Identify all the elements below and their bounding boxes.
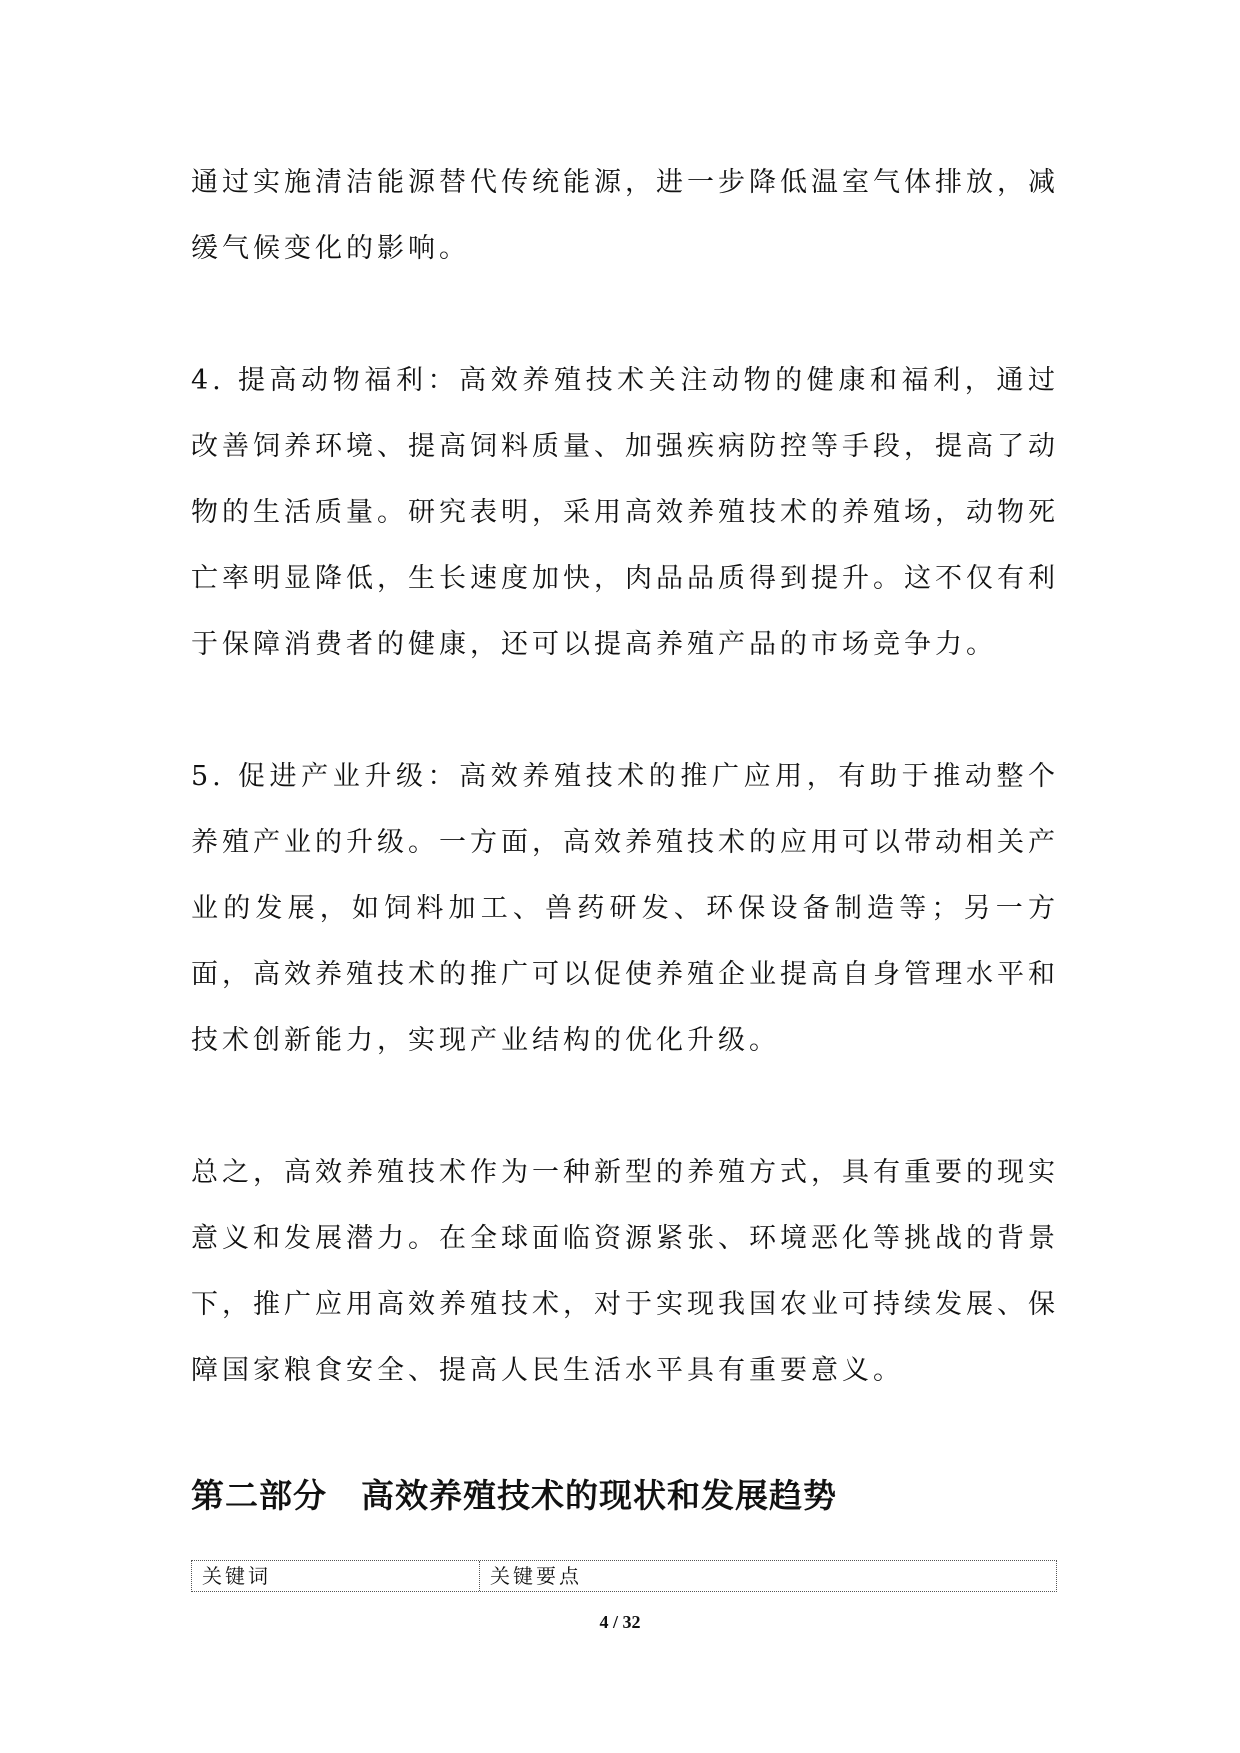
table-header-keypoints: 关键要点 (490, 1564, 582, 1588)
paragraph-animal-welfare: 4. 提高动物福利：高效养殖技术关注动物的健康和福利，通过改善饲养环境、提高饲料质量、加强疾病防控等手段，提高了动物的生活质量。研究表明，采用高效养殖技术的养殖场，动物死亡率明显降低，生长速度加快，肉品品质得到提升。这不仅有利于保障消费者的健康，还可以提高养殖产品的市场竞争力。 (191, 365, 1059, 660)
page-number: 4 / 32 (599, 1612, 641, 1632)
table-header-keyword: 关键词 (192, 1561, 480, 1591)
paragraph-industry-upgrade: 5. 促进产业升级：高效养殖技术的推广应用，有助于推动整个养殖产业的升级。一方面，高效养殖技术的应用可以带动相关产业的发展，如饲料加工、兽药研发、环保设备制造等；另一方面，高效养殖技术的推广可以促使养殖企业提高自身管理水平和技术创新能力，实现产业结构的优化升级。 (191, 761, 1059, 1056)
paragraph-conclusion: 总之，高效养殖技术作为一种新型的养殖方式，具有重要的现实意义和发展潜力。在全球面临资源紧张、环境恶化等挑战的背景下，推广应用高效养殖技术，对于实现我国农业可持续发展、保障国家粮食安全、提高人民生活水平具有重要意义。 (191, 1157, 1059, 1386)
keypoints-table (191, 1560, 1057, 1592)
paragraph-carbon-emission: 通过实施清洁能源替代传统能源，进一步降低温室气体排放，减缓气候变化的影响。 (191, 167, 1059, 264)
section-heading: 第二部分 高效养殖技术的现状和发展趋势 (191, 1476, 837, 1515)
body-content (191, 150, 1059, 1470)
